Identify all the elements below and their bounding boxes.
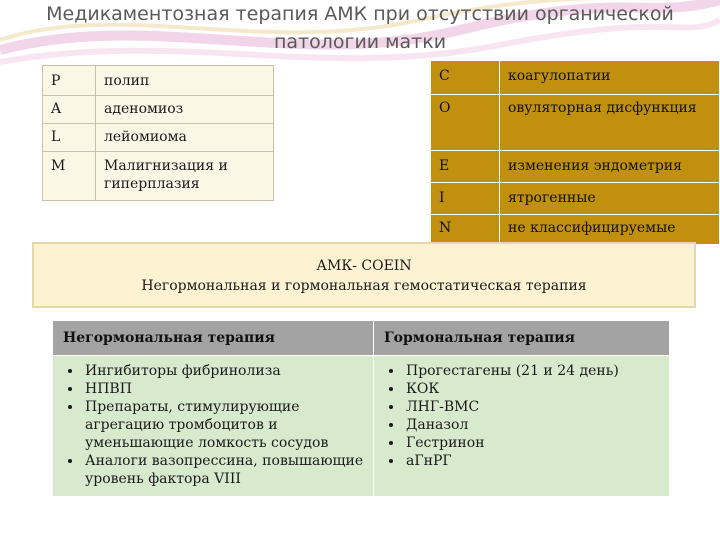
coein-row <box>431 151 720 183</box>
list-item: • НПВП <box>83 380 367 398</box>
palm-value: Малигнизация и гиперплазия <box>96 152 274 201</box>
palm-row <box>43 66 274 96</box>
palm-value: лейомиома <box>96 124 274 152</box>
coein-value: коагулопатии <box>500 61 720 95</box>
palm-row <box>43 124 274 152</box>
coein-value: не классифицируемые <box>500 215 720 245</box>
banner-line2: Негормональная и гормональная гемостатическая терапия <box>141 278 587 294</box>
coein-key: N <box>431 215 500 245</box>
therapy-table <box>52 320 670 497</box>
list-item: • Аналоги вазопрессина, повышающие уровень фактора VIII <box>83 452 367 488</box>
nonhormonal-cell <box>53 356 374 497</box>
palm-value: аденомиоз <box>96 96 274 124</box>
page-title-line2: патологии матки <box>273 31 447 53</box>
palm-row <box>43 96 274 124</box>
palm-row <box>43 152 274 201</box>
nonhormonal-list <box>61 362 367 488</box>
coein-banner <box>32 242 696 308</box>
page-title-line1: Медикаментозная терапия АМК при отсутствии органической <box>46 3 674 25</box>
palm-key: M <box>43 152 96 201</box>
palm-key: A <box>43 96 96 124</box>
coein-key: O <box>431 95 500 151</box>
list-item: • Прогестагены (21 и 24 день) <box>404 362 663 380</box>
list-item: • ЛНГ-ВМС <box>404 398 663 416</box>
coein-value: изменения эндометрия <box>500 151 720 183</box>
nonhormonal-header: Негормональная терапия <box>53 321 374 356</box>
therapy-body-row <box>53 356 670 497</box>
hormonal-header: Гормональная терапия <box>374 321 670 356</box>
coein-key: C <box>431 61 500 95</box>
coein-row <box>431 61 720 95</box>
coein-key: I <box>431 183 500 215</box>
banner-line1: АМК- COEIN <box>316 258 412 274</box>
coein-table <box>430 60 720 245</box>
hormonal-cell <box>374 356 670 497</box>
hormonal-list <box>382 362 663 470</box>
palm-key: P <box>43 66 96 96</box>
list-item: • Гестринон <box>404 434 663 452</box>
coein-key: E <box>431 151 500 183</box>
coein-value: ятрогенные <box>500 183 720 215</box>
palm-key: L <box>43 124 96 152</box>
list-item: • Препараты, стимулирующие агрегацию тромбоцитов и уменьшающие ломкость сосудов <box>83 398 367 452</box>
palm-table <box>42 65 274 201</box>
list-item: • Даназол <box>404 416 663 434</box>
list-item: • КОК <box>404 380 663 398</box>
coein-row <box>431 183 720 215</box>
coein-value: овуляторная дисфункция <box>500 95 720 151</box>
coein-row <box>431 95 720 151</box>
therapy-header-row <box>53 321 670 356</box>
page-title <box>20 0 700 56</box>
coein-row <box>431 215 720 245</box>
palm-value: полип <box>96 66 274 96</box>
list-item: • аГнРГ <box>404 452 663 470</box>
list-item: • Ингибиторы фибринолиза <box>83 362 367 380</box>
